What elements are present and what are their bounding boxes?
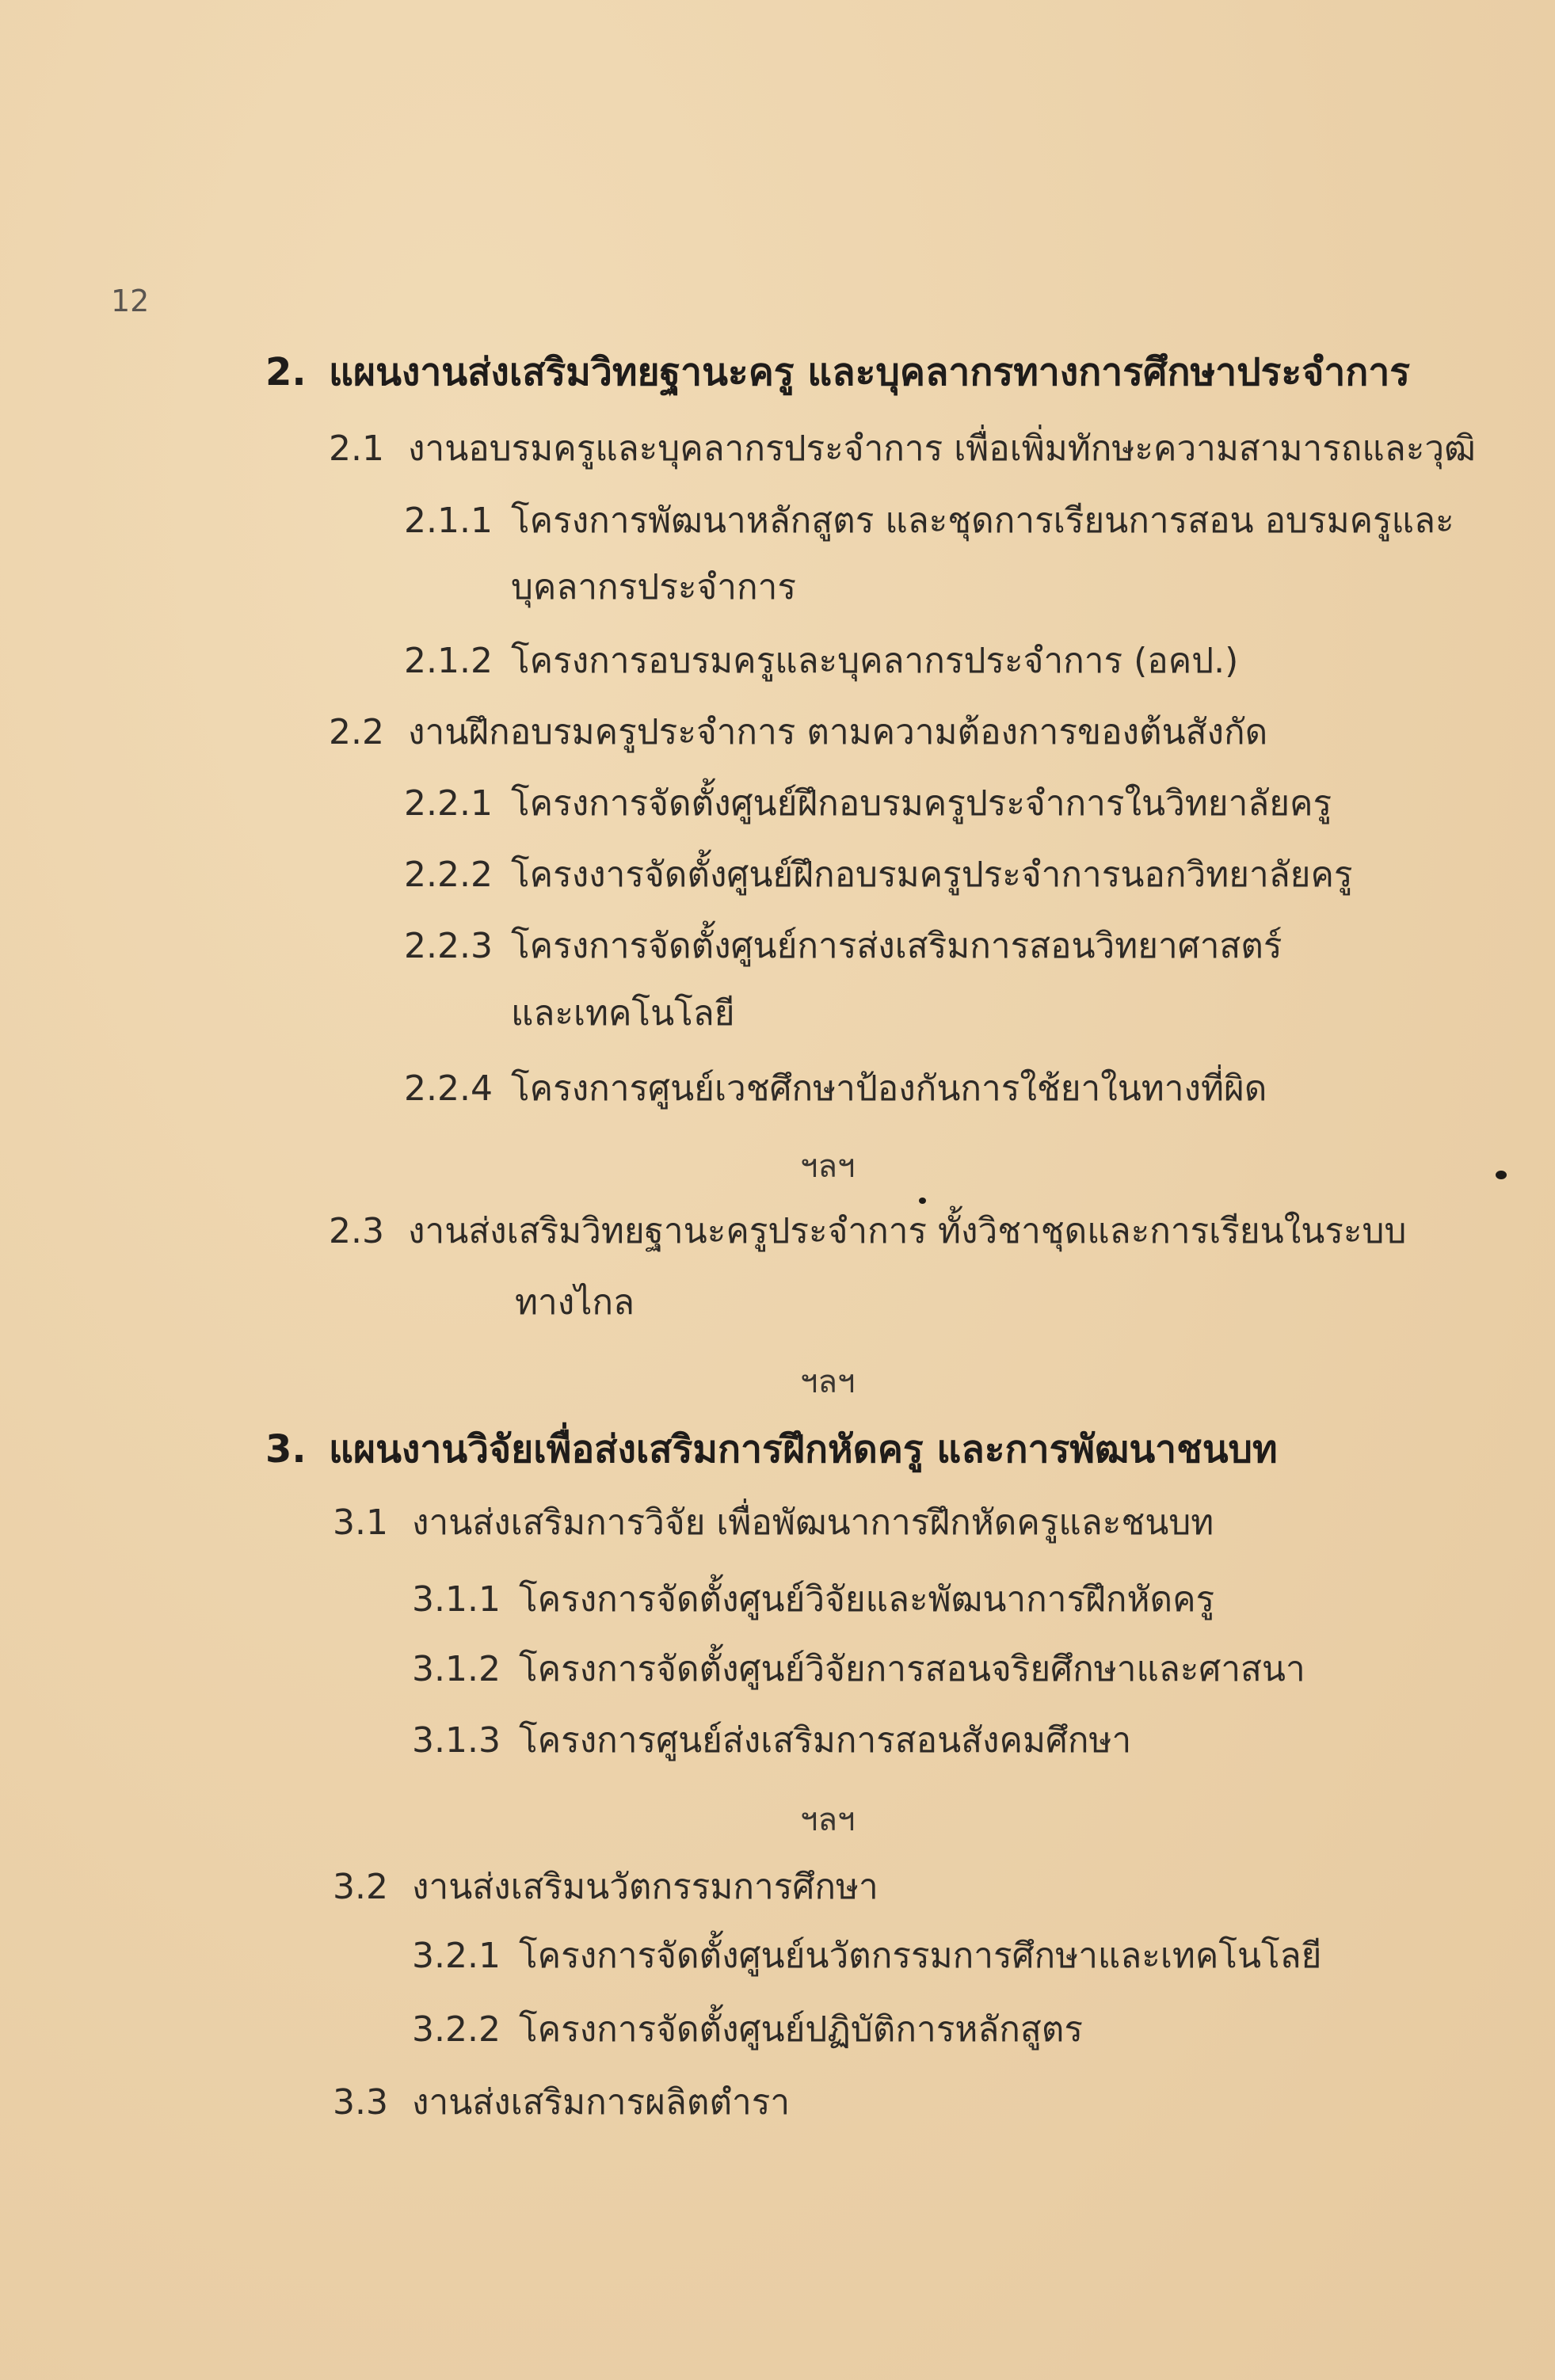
item-text: งานฝึกอบรมครูประจำการ ตามความต้องการของต้นสังกัด: [408, 712, 1268, 752]
item-number: 2.1: [329, 428, 384, 469]
item-number: 3.3: [333, 2082, 388, 2123]
item-number: 3.2: [333, 1867, 388, 1907]
section-title: แผนงานวิจัยเพื่อส่งเสริมการฝึกหัดครู และการพัฒนาชนบท: [329, 1427, 1278, 1472]
item-number: 2.3: [329, 1211, 384, 1251]
item-text-continuation: บุคลากรประจำการ: [511, 567, 796, 607]
item-text-continuation: ทางไกล: [515, 1282, 635, 1323]
item-number: 3.2.2: [412, 2009, 501, 2050]
item-text: โครงการจัดตั้งศูนย์การส่งเสริมการสอนวิทยาศาสตร์: [511, 926, 1282, 966]
item-number: 3.2.1: [412, 1936, 501, 1976]
ink-speck: [1496, 1171, 1507, 1179]
item-number: 2.2.4: [404, 1068, 493, 1109]
item-text: โครงการจัดตั้งศูนย์นวัตกรรมการศึกษาและเทคโนโลยี: [519, 1936, 1322, 1976]
item-text: โครงการอบรมครูและบุคลากรประจำการ (อคป.): [511, 641, 1239, 681]
item-text: โครงงารจัดตั้งศูนย์ฝึกอบรมครูประจำการนอกวิทยาลัยครู: [511, 855, 1353, 895]
item-text: งานส่งเสริมนวัตกรรมการศึกษา: [412, 1867, 878, 1907]
item-text: งานส่งเสริมวิทยฐานะครูประจำการ ทั้งวิชาชุดและการเรียนในระบบ: [408, 1211, 1407, 1251]
item-text: โครงการศูนย์เวชศึกษาป้องกันการใช้ยาในทางที่ผิด: [511, 1068, 1267, 1109]
page-number: 12: [111, 284, 150, 318]
item-text: โครงการพัฒนาหลักสูตร และชุดการเรียนการสอน อบรมครูและ: [511, 501, 1454, 541]
item-number: 3.1.1: [412, 1579, 501, 1620]
etc-marker: ฯลฯ: [800, 1148, 856, 1185]
section-number: 2.: [265, 350, 307, 394]
item-text: งานอบรมครูและบุคลากรประจำการ เพื่อเพิ่มทักษะความสามารถและวุฒิ: [408, 428, 1476, 469]
item-text: โครงการศูนย์ส่งเสริมการสอนสังคมศึกษา: [519, 1720, 1132, 1761]
item-number: 2.1.2: [404, 641, 493, 681]
etc-marker: ฯลฯ: [800, 1364, 856, 1400]
item-text: โครงการจัดตั้งศูนย์ฝึกอบรมครูประจำการในวิทยาลัยครู: [511, 783, 1332, 824]
item-text: โครงการจัดตั้งศูนย์ปฏิบัติการหลักสูตร: [519, 2009, 1083, 2050]
item-number: 2.2.1: [404, 783, 493, 824]
item-number: 2.2: [329, 712, 384, 752]
item-text: งานส่งเสริมการวิจัย เพื่อพัฒนาการฝึกหัดครูและชนบท: [412, 1502, 1214, 1543]
item-number: 2.2.2: [404, 855, 493, 895]
item-text: โครงการจัดตั้งศูนย์วิจัยการสอนจริยศึกษาและศาสนา: [519, 1649, 1305, 1689]
etc-marker: ฯลฯ: [800, 1802, 856, 1838]
item-number: 3.1.2: [412, 1649, 501, 1689]
item-text: โครงการจัดตั้งศูนย์วิจัยและพัฒนาการฝึกหัดครู: [519, 1579, 1215, 1620]
section-number: 3.: [265, 1427, 307, 1472]
item-text: งานส่งเสริมการผลิตตำรา: [412, 2082, 791, 2123]
item-number: 2.1.1: [404, 501, 493, 541]
item-number: 3.1: [333, 1502, 388, 1543]
item-text-continuation: และเทคโนโลยี: [511, 993, 735, 1034]
ink-speck: [919, 1198, 926, 1204]
item-number: 3.1.3: [412, 1720, 501, 1761]
section-title: แผนงานส่งเสริมวิทยฐานะครู และบุคลากรทางการศึกษาประจำการ: [329, 350, 1411, 394]
item-number: 2.2.3: [404, 926, 493, 966]
